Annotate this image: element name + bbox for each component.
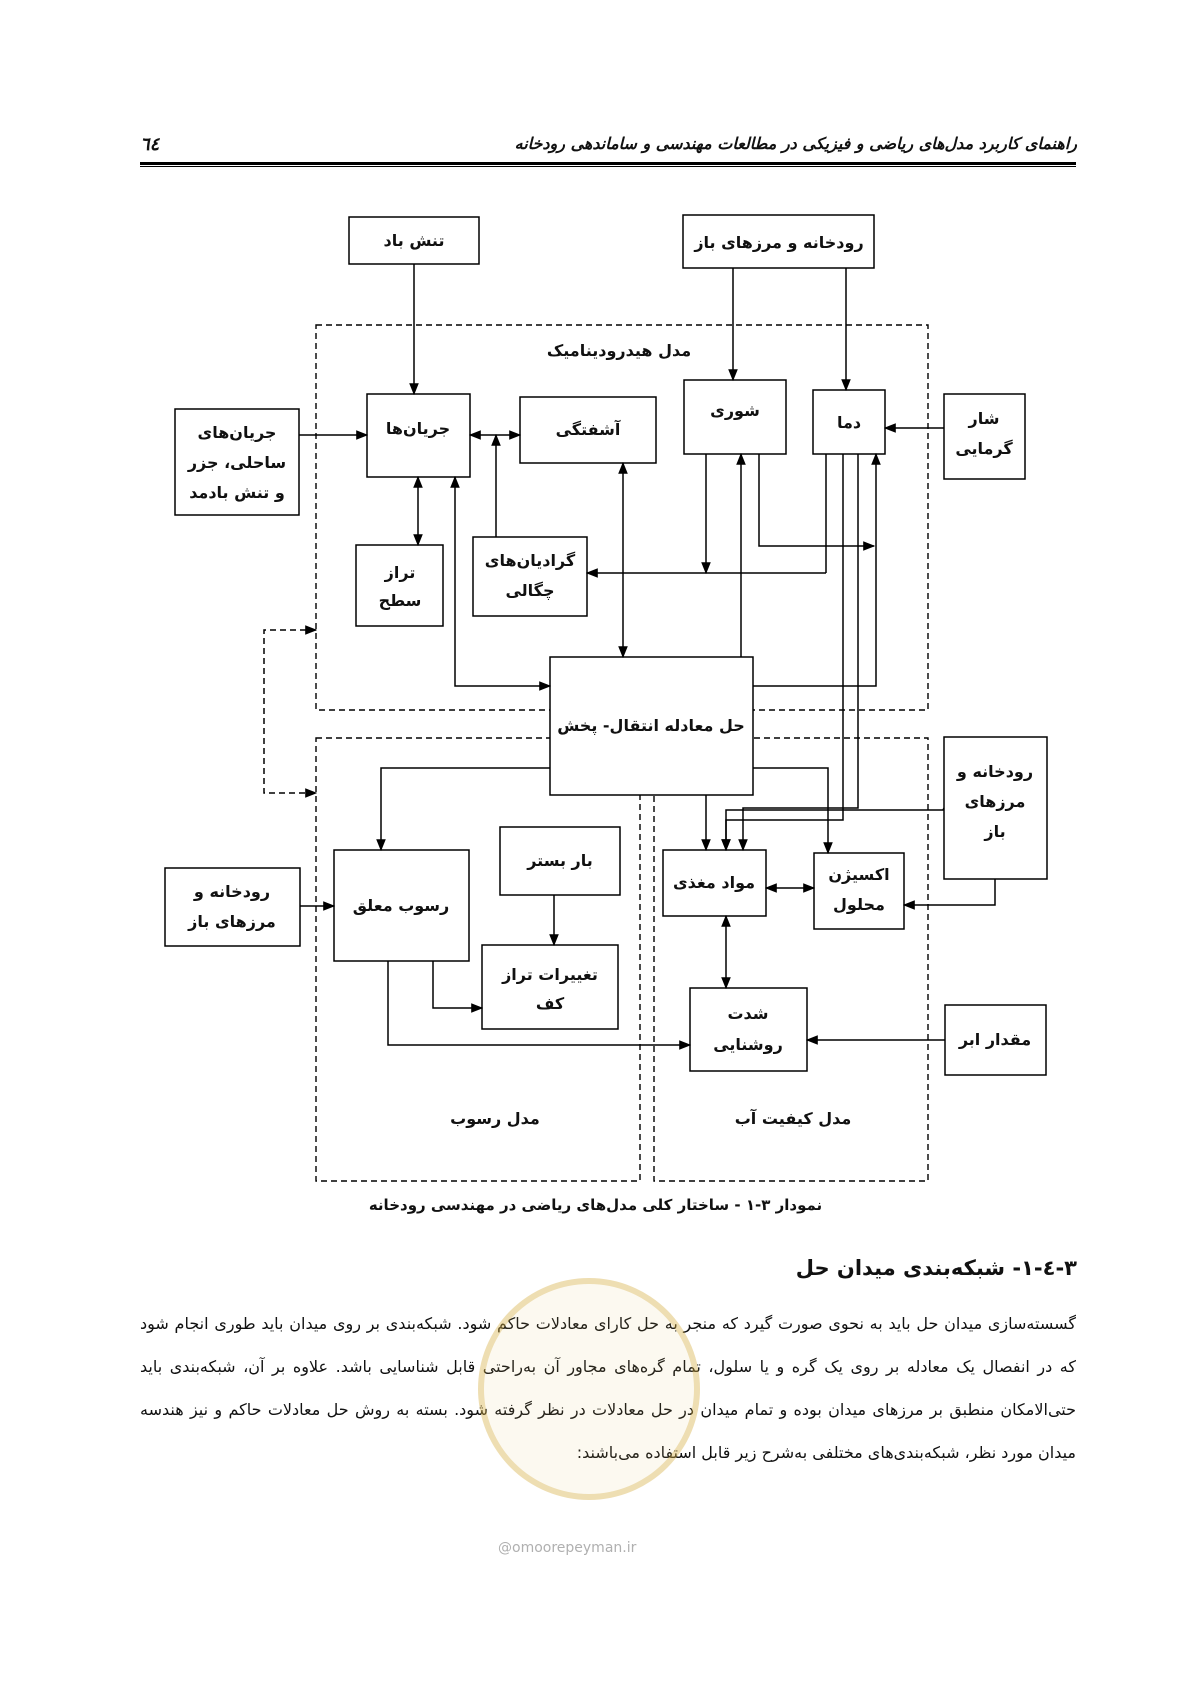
dashed-link-regions xyxy=(264,630,316,793)
running-title: راهنمای کاربرد مدل‌های ریاضی و فیزیکی در مطالعات مهندسی و ساماندهی رودخانه xyxy=(514,134,1077,153)
body-paragraph: گسسته‌سازی میدان حل باید به نحوی صورت گیرد که منجر به حل کارای معادلات حاکم شود. شبکه‌بندی بر روی میدان باید طوری انجام شود که در انفصال یک معادله بر روی یک گره و یا سلول، تمام گره‌های مجاور آن به‌راحتی قابل شناسایی باشد. علاوه بر آن، شبکه‌بندی باید حتی‌الامکان منطبق بر مرزهای میدان بوده و تمام میدان در حل معادلات در نظر گرفته شود. بسته به روش حل معادلات حاکم و نیز هندسه میدان مورد نظر، شبکه‌بندی‌های مختلفی به‌شرح زیر قابل استفاده می‌باشند: xyxy=(140,1314,1076,1462)
label-bed-change-2: کف xyxy=(535,994,565,1013)
label-river-top: رودخانه و مرزهای باز xyxy=(694,233,864,252)
figure-caption: نمودار ۳-۱ - ساختار کلی مدل‌های ریاضی در مهندسی رودخانه xyxy=(368,1196,823,1214)
label-hydro-region: مدل هیدرودینامیک xyxy=(546,341,692,360)
label-level-1: تراز xyxy=(384,563,416,582)
node-density-gradient xyxy=(473,537,587,616)
label-river-left-2: مرزهای باز xyxy=(188,912,276,931)
watermark-text: @omoorepeyman.ir xyxy=(498,1540,637,1556)
label-river-right-2: مرزهای xyxy=(964,792,1026,811)
label-sediment-region: مدل رسوب xyxy=(450,1109,540,1128)
header-rule-thin xyxy=(140,166,1076,167)
arrow-river-nutrients xyxy=(726,808,944,850)
label-coastal-3: و تنش بادمد xyxy=(189,483,285,502)
label-transport: حل معادله انتقال- پخش xyxy=(557,716,745,735)
label-coastal-2: ساحلی، جزر xyxy=(187,453,287,472)
label-currents: جریان‌ها xyxy=(385,419,451,438)
label-river-left-1: رودخانه و xyxy=(193,882,271,901)
label-bed-load: بار بستر xyxy=(527,851,593,870)
label-light-1: شدت xyxy=(727,1004,769,1023)
arrow-suspended-change xyxy=(433,961,482,1008)
label-light-2: روشنایی xyxy=(713,1035,783,1054)
node-river-left xyxy=(165,868,300,946)
watermark-seal xyxy=(478,1278,700,1500)
label-suspended: رسوب معلق xyxy=(352,896,450,915)
arrow-salinity-nutrients xyxy=(743,454,858,850)
arrow-salinity-branch xyxy=(759,454,874,546)
label-heat-1: شار xyxy=(968,409,1000,428)
label-oxygen-1: اکسیژن xyxy=(828,865,890,884)
label-temperature: دما xyxy=(836,413,862,432)
section-heading: ۳-٤-۱- شبکه‌بندی میدان حل xyxy=(795,1256,1077,1280)
label-turbulence: آشفتگی xyxy=(555,420,621,439)
label-river-right-1: رودخانه و xyxy=(956,762,1034,781)
label-bed-change-1: تغییرات تراز xyxy=(502,965,598,984)
label-salinity: شوری xyxy=(710,401,760,420)
label-oxygen-2: محلول xyxy=(833,895,885,914)
label-wind-stress: تنش باد xyxy=(383,231,445,250)
label-coastal-1: جریان‌های xyxy=(197,423,277,442)
node-surface-level xyxy=(356,545,443,626)
flow-diagram xyxy=(0,200,1191,1128)
arrow-river-oxygen xyxy=(904,879,995,905)
header-rule xyxy=(140,162,1076,165)
label-nutrients: مواد مغذی xyxy=(672,873,756,892)
label-cloud: مقدار ابر xyxy=(958,1030,1032,1049)
node-bed-level-change xyxy=(482,945,618,1029)
label-quality-region: مدل کیفیت آب xyxy=(734,1109,852,1128)
label-river-right-3: باز xyxy=(984,822,1006,841)
page-number: ٦٤ xyxy=(140,134,160,155)
region-hydrodynamic xyxy=(316,325,928,710)
node-heat-flux xyxy=(944,394,1025,479)
label-heat-2: گرمایی xyxy=(955,439,1013,458)
label-density-2: چگالی xyxy=(505,581,555,600)
label-density-1: گرادیان‌های xyxy=(484,551,576,570)
node-light-intensity xyxy=(690,988,807,1071)
label-level-2: سطح xyxy=(378,591,422,610)
